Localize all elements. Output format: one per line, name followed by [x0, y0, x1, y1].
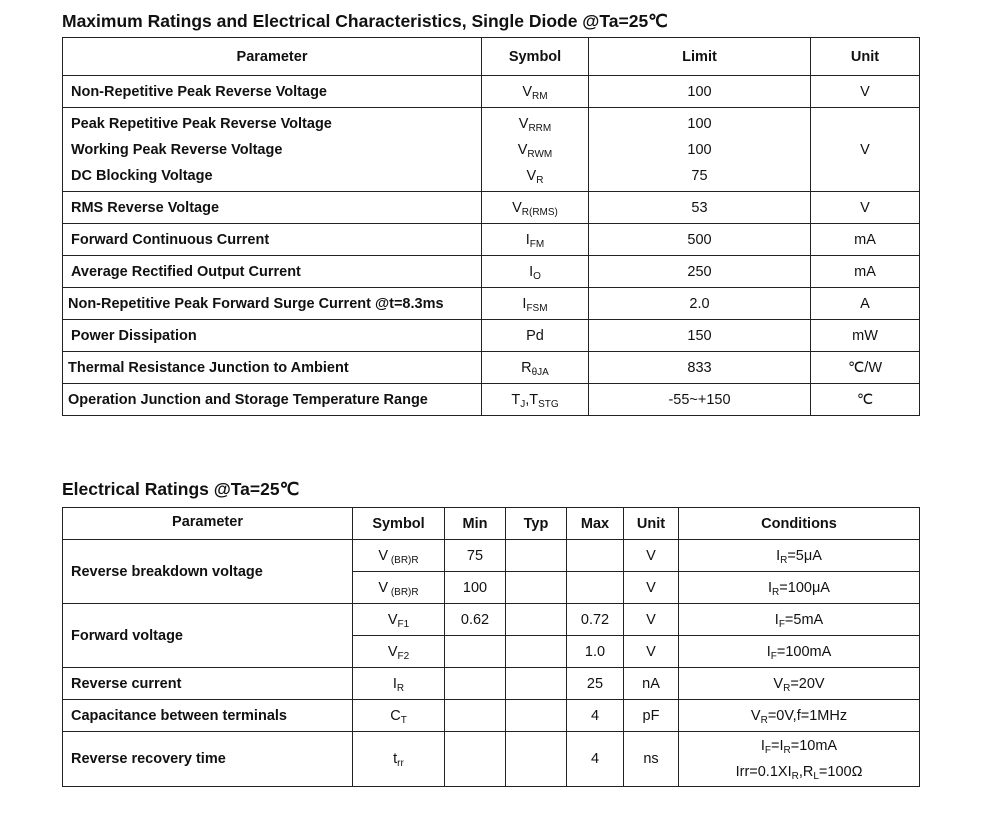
parameter-name: RMS Reverse Voltage — [71, 199, 220, 216]
symbol — [521, 360, 549, 376]
header-unit: Unit — [811, 38, 920, 76]
parameter-name: Forward Continuous Current — [71, 231, 270, 248]
symbol-base: =I — [771, 738, 784, 754]
limit-cell — [589, 108, 811, 192]
parameter-cell — [63, 256, 482, 288]
limit-value: 75 — [691, 167, 708, 184]
symbol-base: V — [750, 707, 761, 724]
typ-cell — [506, 604, 567, 636]
header-parameter: Parameter — [63, 38, 482, 76]
symbol-cell — [353, 732, 445, 787]
header-conditions: Conditions — [679, 508, 920, 540]
table1-title: Maximum Ratings and Electrical Characteristics, Single Diode @Ta=25℃ — [62, 11, 668, 31]
symbol-cell — [482, 192, 589, 224]
limit-cell — [589, 352, 811, 384]
symbol-subscript: R — [783, 745, 791, 756]
unit-cell: V — [624, 636, 679, 668]
symbol-subscript: R — [772, 586, 780, 598]
parameter-cell — [63, 76, 482, 108]
parameter-name: DC Blocking Voltage — [71, 167, 213, 184]
symbol-base: V — [512, 199, 522, 216]
header-typ: Typ — [506, 508, 567, 540]
table-row — [63, 540, 920, 572]
symbol-subscript: RRM — [528, 122, 552, 134]
symbol-base: Irr=0.1XI — [735, 764, 792, 780]
symbol-cell — [482, 256, 589, 288]
header-min: Min — [445, 508, 506, 540]
symbol — [393, 751, 404, 767]
typ-cell — [506, 732, 567, 787]
symbol-subscript: R — [783, 682, 791, 694]
table-row — [63, 76, 920, 108]
unit-cell: pF — [624, 700, 679, 732]
symbol-subscript: L — [813, 771, 819, 782]
symbol — [388, 612, 409, 628]
condition-line — [768, 580, 830, 596]
unit-cell: mW — [811, 320, 920, 352]
unit-cell: V — [624, 604, 679, 636]
typ-cell — [506, 668, 567, 700]
unit-cell: ns — [624, 732, 679, 787]
max-cell: 1.0 — [567, 636, 624, 668]
symbol-base: V — [517, 141, 528, 158]
symbol-base: V — [518, 115, 529, 132]
symbol — [393, 676, 404, 692]
symbol — [482, 111, 588, 137]
table-row — [63, 224, 920, 256]
symbol-base: V — [378, 579, 389, 596]
symbol-subscript: rr — [397, 758, 404, 769]
parameter-cell: Capacitance between terminals — [63, 700, 353, 732]
symbol-base: Pd — [526, 327, 544, 344]
header-limit: Limit — [589, 38, 811, 76]
symbol-cell — [482, 224, 589, 256]
table-row — [63, 288, 920, 320]
limit-cell — [589, 384, 811, 416]
limit-cell — [589, 256, 811, 288]
table-row — [63, 192, 920, 224]
limit-cell — [589, 192, 811, 224]
symbol-base: =100μA — [779, 579, 830, 596]
symbol — [511, 392, 558, 408]
unit-cell: ℃ — [811, 384, 920, 416]
symbol-subscript: FSM — [526, 302, 548, 314]
min-cell — [445, 636, 506, 668]
symbol-subscript: RM — [532, 90, 548, 102]
max-cell: 4 — [567, 700, 624, 732]
symbol-base: V — [387, 643, 398, 660]
parameter-cell — [63, 352, 482, 384]
symbol-cell — [482, 352, 589, 384]
min-cell — [445, 700, 506, 732]
table-row — [63, 320, 920, 352]
unit-cell: nA — [624, 668, 679, 700]
limit-value: 100 — [687, 83, 712, 100]
symbol-subscript: R — [536, 174, 544, 186]
limit-value: 53 — [691, 199, 708, 216]
symbol-subscript: F1 — [397, 618, 410, 630]
symbol-base: I — [766, 643, 771, 660]
max-cell: 25 — [567, 668, 624, 700]
symbol — [388, 644, 409, 660]
symbol-cell — [482, 384, 589, 416]
symbol-subscript: R — [791, 771, 799, 782]
symbol — [482, 163, 588, 189]
unit-cell: V — [624, 572, 679, 604]
typ-cell — [506, 540, 567, 572]
symbol-subscript: RWM — [527, 148, 553, 160]
symbol — [526, 328, 544, 344]
header-symbol: Symbol — [353, 508, 445, 540]
symbol-subscript: R — [780, 554, 788, 566]
max-cell — [567, 572, 624, 604]
parameter-name: Non-Repetitive Peak Reverse Voltage — [71, 83, 327, 100]
symbol-subscript: R — [760, 714, 768, 726]
min-cell: 75 — [445, 540, 506, 572]
symbol-base: V — [526, 167, 537, 184]
header-parameter: Parameter — [63, 508, 353, 540]
symbol — [522, 296, 547, 312]
table-row — [63, 256, 920, 288]
symbol-subscript: T — [400, 714, 407, 726]
conditions-cell — [679, 540, 920, 572]
symbol-subscript: (BR)R — [388, 554, 419, 566]
symbol — [390, 708, 407, 724]
header-max: Max — [567, 508, 624, 540]
max-cell — [567, 540, 624, 572]
symbol-subscript: J — [520, 398, 526, 410]
limit-cell — [589, 320, 811, 352]
symbol — [526, 232, 544, 248]
parameter-name: Thermal Resistance Junction to Ambient — [68, 359, 349, 376]
parameter-cell: Forward voltage — [63, 604, 353, 668]
conditions-cell — [679, 732, 920, 787]
condition-line — [751, 708, 847, 724]
min-cell: 0.62 — [445, 604, 506, 636]
symbol-base: =0V,f=1MHz — [767, 707, 848, 724]
symbol — [378, 580, 418, 596]
symbol-base: =100Ω — [818, 764, 863, 780]
table-row — [63, 604, 920, 636]
table-row — [63, 668, 920, 700]
parameter-name: Average Rectified Output Current — [71, 263, 301, 280]
limit-cell — [589, 288, 811, 320]
symbol-cell — [482, 76, 589, 108]
symbol-subscript: R — [396, 682, 405, 694]
symbol-base: C — [390, 707, 401, 724]
table-row — [63, 732, 920, 787]
table-row — [63, 700, 920, 732]
symbol-base: T — [511, 391, 521, 408]
table2-header-row — [63, 508, 920, 540]
limit-value: 500 — [687, 231, 712, 248]
parameter-name: Peak Repetitive Peak Reverse Voltage — [71, 115, 332, 132]
limit-cell — [589, 76, 811, 108]
symbol-base: I — [392, 675, 397, 692]
typ-cell — [506, 572, 567, 604]
symbol-subscript: (BR)R — [388, 586, 419, 598]
symbol-cell — [353, 636, 445, 668]
condition-line — [679, 733, 919, 759]
unit-cell: mA — [811, 256, 920, 288]
symbol-base: V — [387, 611, 398, 628]
symbol-base: =20V — [790, 675, 825, 692]
symbol-base: V — [773, 675, 784, 692]
min-cell: 100 — [445, 572, 506, 604]
condition-line — [767, 644, 832, 660]
unit-cell: ℃/W — [811, 352, 920, 384]
min-cell — [445, 732, 506, 787]
symbol-cell — [482, 108, 589, 192]
symbol-base: ,R — [798, 764, 814, 780]
symbol-base: ,T — [525, 391, 539, 408]
limit-value: 150 — [687, 327, 712, 344]
conditions-cell — [679, 700, 920, 732]
parameter-cell — [63, 288, 482, 320]
unit-cell: V — [811, 108, 920, 192]
symbol — [378, 548, 418, 564]
limit-value: 100 — [687, 115, 712, 132]
conditions-cell — [679, 636, 920, 668]
condition-line — [776, 548, 822, 564]
symbol-base: I — [768, 579, 773, 596]
symbol-subscript: R(RMS) — [521, 206, 558, 218]
limit-value: -55~+150 — [668, 391, 731, 408]
symbol-subscript: STG — [538, 398, 559, 410]
typ-cell — [506, 636, 567, 668]
symbol — [522, 84, 547, 100]
condition-line — [773, 676, 824, 692]
parameter-cell: Reverse recovery time — [63, 732, 353, 787]
symbol-cell — [353, 668, 445, 700]
conditions-cell — [679, 572, 920, 604]
max-cell: 4 — [567, 732, 624, 787]
table2-title: Electrical Ratings @Ta=25℃ — [62, 479, 300, 499]
header-symbol: Symbol — [482, 38, 589, 76]
typ-cell — [506, 700, 567, 732]
unit-cell: mA — [811, 224, 920, 256]
parameter-cell — [63, 384, 482, 416]
symbol-cell — [353, 700, 445, 732]
symbol-base: =10mA — [790, 738, 838, 754]
symbol-base: R — [521, 359, 532, 376]
unit-cell: V — [624, 540, 679, 572]
parameter-cell — [63, 108, 482, 192]
condition-line — [679, 759, 919, 785]
unit-cell: V — [811, 76, 920, 108]
table-row — [63, 352, 920, 384]
parameter-cell — [63, 192, 482, 224]
symbol-subscript: F — [778, 618, 785, 630]
unit-cell: A — [811, 288, 920, 320]
parameter-name: Power Dissipation — [71, 327, 197, 344]
parameter-cell: Reverse breakdown voltage — [63, 540, 353, 604]
symbol-cell — [353, 604, 445, 636]
table-row — [63, 384, 920, 416]
parameter-name: Working Peak Reverse Voltage — [71, 141, 283, 158]
conditions-cell — [679, 604, 920, 636]
parameter-cell — [63, 320, 482, 352]
header-unit: Unit — [624, 508, 679, 540]
max-ratings-table — [62, 37, 920, 416]
symbol — [529, 264, 541, 280]
condition-line — [775, 612, 823, 628]
symbol-cell — [353, 572, 445, 604]
symbol-cell — [353, 540, 445, 572]
symbol-subscript: F — [764, 745, 772, 756]
symbol-base: I — [774, 611, 779, 628]
symbol-subscript: F2 — [397, 650, 410, 662]
parameter-name: Non-Repetitive Peak Forward Surge Current @t=8.3ms — [68, 295, 444, 312]
limit-value: 100 — [687, 141, 712, 158]
symbol-cell — [482, 320, 589, 352]
symbol-base: =5mA — [784, 611, 824, 628]
table1-header-row — [63, 38, 920, 76]
symbol-base: I — [529, 263, 534, 280]
table-row — [63, 108, 920, 192]
symbol-subscript: θJA — [531, 366, 549, 378]
parameter-cell — [63, 224, 482, 256]
limit-value: 2.0 — [689, 295, 710, 312]
limit-cell — [589, 224, 811, 256]
limit-value: 250 — [687, 263, 712, 280]
symbol — [482, 137, 588, 163]
symbol-subscript: O — [533, 270, 541, 282]
symbol-base: =100mA — [776, 643, 832, 660]
min-cell — [445, 668, 506, 700]
electrical-ratings-table — [62, 507, 920, 787]
unit-cell: V — [811, 192, 920, 224]
parameter-name: Operation Junction and Storage Temperature Range — [68, 391, 428, 408]
parameter-cell: Reverse current — [63, 668, 353, 700]
symbol-base: V — [522, 83, 533, 100]
symbol — [512, 200, 558, 216]
symbol-base: I — [760, 738, 765, 754]
limit-value: 833 — [687, 359, 712, 376]
symbol-base: =5μA — [787, 547, 822, 564]
conditions-cell — [679, 668, 920, 700]
symbol-base: t — [393, 751, 398, 767]
symbol-subscript: F — [770, 650, 777, 662]
symbol-subscript: FM — [529, 238, 545, 250]
symbol-base: I — [776, 547, 781, 564]
symbol-base: I — [522, 295, 527, 312]
symbol-base: I — [525, 231, 530, 248]
symbol-cell — [482, 288, 589, 320]
symbol-base: V — [378, 547, 389, 564]
max-cell: 0.72 — [567, 604, 624, 636]
